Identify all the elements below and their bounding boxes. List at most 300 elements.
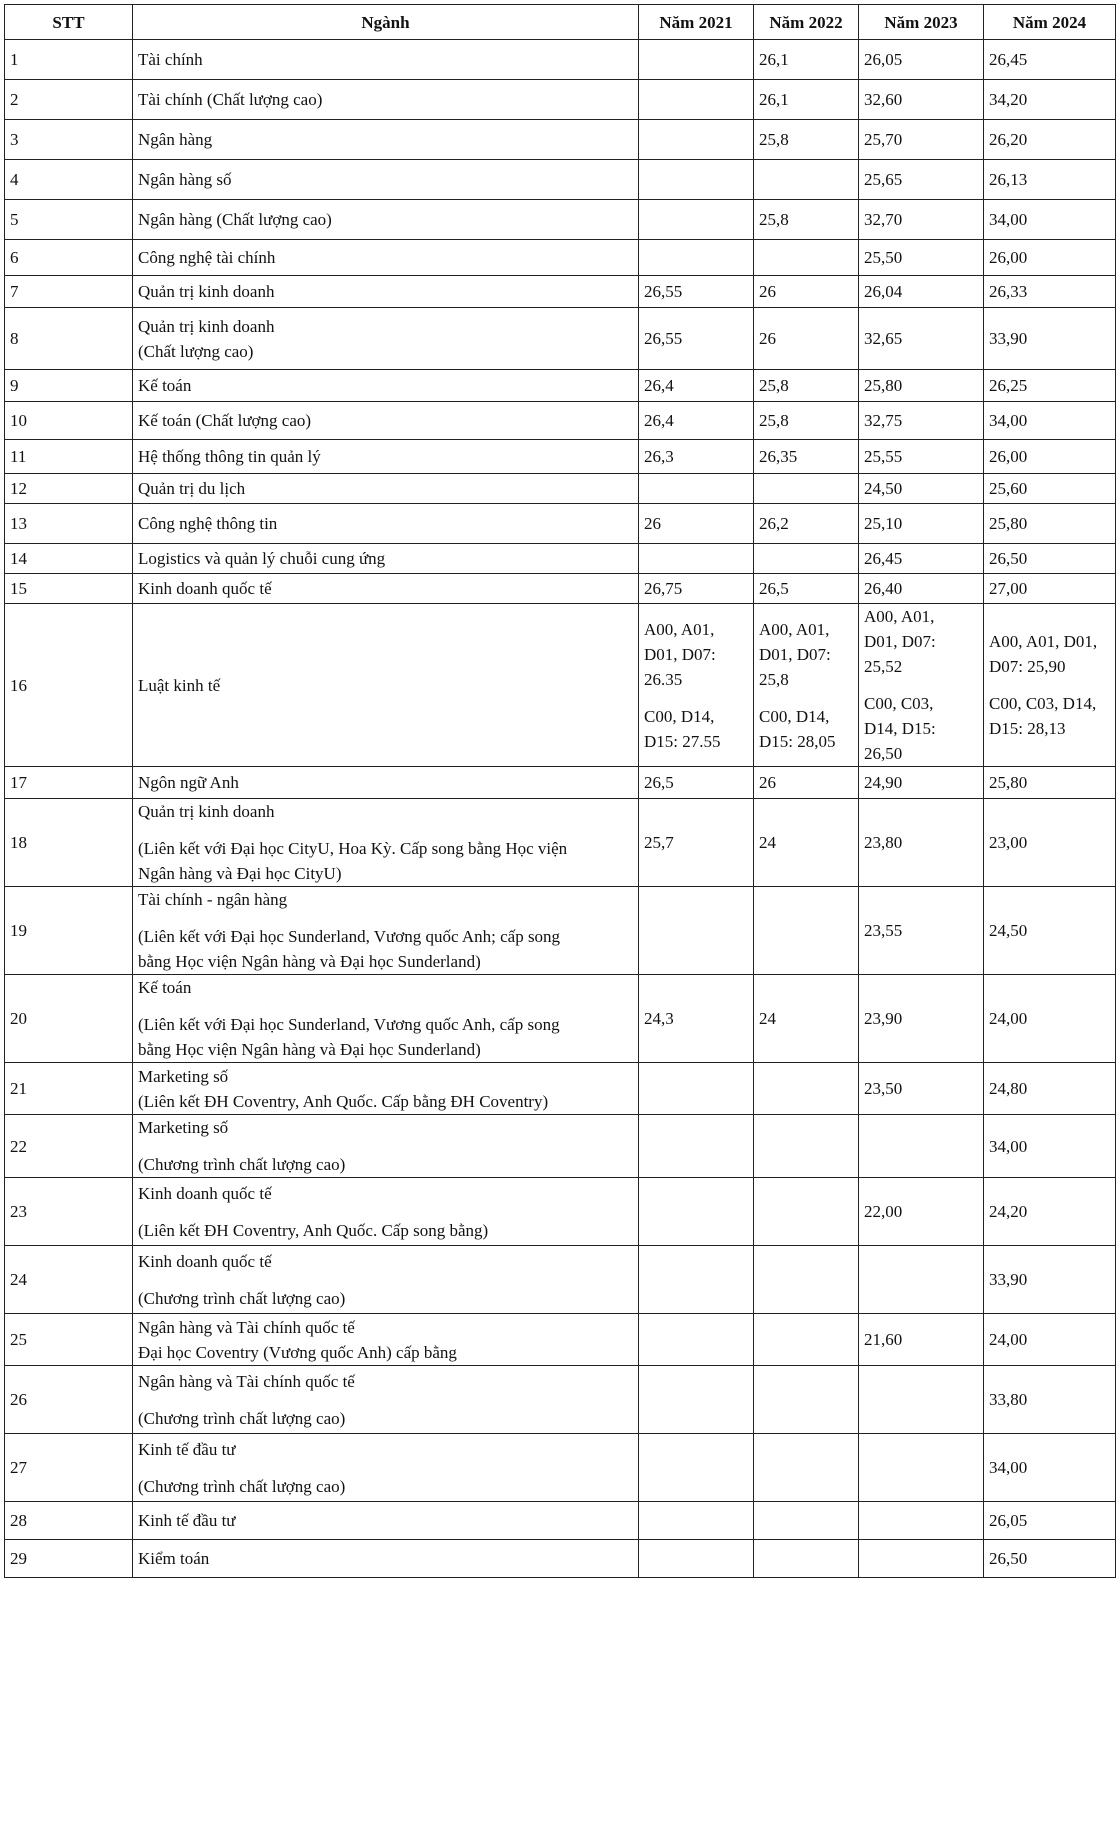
cell-line: 26,4 bbox=[644, 376, 674, 395]
line-gap bbox=[864, 1553, 978, 1565]
cell-line: 34,00 bbox=[989, 1136, 1028, 1156]
cell-line: D15: 28,13 bbox=[989, 719, 1066, 738]
cell-line: C00, D14, bbox=[759, 706, 830, 726]
cell-line: Kinh doanh quốc tế bbox=[138, 1183, 272, 1203]
cell-2024 bbox=[984, 474, 1116, 504]
cell-2024 bbox=[984, 200, 1116, 240]
cell-2024 bbox=[984, 240, 1116, 276]
cell-2024 bbox=[984, 887, 1116, 975]
cell-2023 bbox=[859, 370, 984, 402]
cell-line: 26,35 bbox=[759, 447, 798, 466]
cell-name bbox=[133, 200, 639, 240]
line-gap bbox=[644, 1334, 748, 1346]
table-row bbox=[5, 604, 1116, 767]
cell-2022 bbox=[754, 887, 859, 975]
cell-line: 24,50 bbox=[864, 479, 903, 498]
cell-line: Quản trị du lịch bbox=[138, 479, 246, 498]
cell-2022 bbox=[754, 975, 859, 1063]
cell-2021 bbox=[639, 1063, 754, 1115]
cell-stt: 17 bbox=[5, 767, 133, 799]
cell-2024 bbox=[984, 604, 1116, 767]
line-gap bbox=[644, 54, 748, 66]
cell-line: 23,50 bbox=[864, 1079, 903, 1098]
cell-2023 bbox=[859, 40, 984, 80]
cell-2023 bbox=[859, 604, 984, 767]
cell-line: 25,80 bbox=[989, 514, 1028, 533]
cell-stt: 4 bbox=[5, 160, 133, 200]
cell-line: 25,65 bbox=[864, 170, 903, 189]
line-gap bbox=[864, 1462, 978, 1474]
cell-stt: 13 bbox=[5, 504, 133, 544]
cell-line: Kế toán bbox=[138, 978, 192, 997]
cell-line: C00, D14, bbox=[644, 706, 715, 726]
cell-line: D14, D15: bbox=[864, 719, 936, 738]
cell-name bbox=[133, 574, 639, 604]
line-gap bbox=[644, 174, 748, 186]
line-gap bbox=[759, 1553, 853, 1565]
cell-2024 bbox=[984, 1502, 1116, 1540]
line-gap bbox=[644, 214, 748, 226]
line-gap bbox=[644, 1083, 748, 1095]
cell-2022 bbox=[754, 504, 859, 544]
line-gap bbox=[864, 679, 978, 691]
cell-2021 bbox=[639, 120, 754, 160]
cell-2022 bbox=[754, 474, 859, 504]
cell-line: (Chương trình chất lượng cao) bbox=[138, 1155, 346, 1174]
table-row bbox=[5, 1434, 1116, 1502]
cell-2023 bbox=[859, 276, 984, 308]
cell-name bbox=[133, 474, 639, 504]
cell-name bbox=[133, 1502, 639, 1540]
table-row bbox=[5, 767, 1116, 799]
cell-line: D01, D07: bbox=[864, 632, 936, 651]
line-gap bbox=[644, 483, 748, 495]
header-row bbox=[5, 5, 1116, 40]
cell-2022 bbox=[754, 1115, 859, 1178]
cell-2021 bbox=[639, 1540, 754, 1578]
cell-name bbox=[133, 370, 639, 402]
line-gap bbox=[759, 1140, 853, 1152]
cell-2024 bbox=[984, 40, 1116, 80]
cell-line: Ngân hàng số bbox=[138, 170, 232, 189]
cell-line: Ngân hàng (Chất lượng cao) bbox=[138, 210, 332, 229]
cell-2022 bbox=[754, 604, 859, 767]
cell-line: Kinh tế đầu tư bbox=[138, 1439, 236, 1459]
cell-stt: 23 bbox=[5, 1178, 133, 1246]
cell-2022 bbox=[754, 40, 859, 80]
cell-2024 bbox=[984, 1366, 1116, 1434]
cell-name bbox=[133, 975, 639, 1063]
cell-line: bằng Học viện Ngân hàng và Đại học Sunderland) bbox=[138, 952, 481, 971]
line-gap bbox=[759, 1515, 853, 1527]
cell-2023 bbox=[859, 200, 984, 240]
line-gap bbox=[864, 1394, 978, 1406]
cell-line: D01, D07: bbox=[644, 644, 716, 664]
cell-stt: 5 bbox=[5, 200, 133, 240]
cell-line: 25,70 bbox=[864, 130, 903, 149]
cell-2023 bbox=[859, 120, 984, 160]
cell-line: Công nghệ tài chính bbox=[138, 248, 276, 267]
cell-stt: 15 bbox=[5, 574, 133, 604]
line-gap bbox=[644, 692, 748, 704]
cell-line: 24 bbox=[759, 833, 776, 852]
cell-line: Hệ thống thông tin quản lý bbox=[138, 447, 321, 466]
cell-line: 26,13 bbox=[989, 170, 1028, 189]
cell-line: 33,80 bbox=[989, 1390, 1028, 1409]
cell-stt: 16 bbox=[5, 604, 133, 767]
cell-2021 bbox=[639, 1178, 754, 1246]
cell-line: D15: 27.55 bbox=[644, 731, 721, 751]
header-2022: Năm 2022 bbox=[754, 5, 859, 40]
cell-2024 bbox=[984, 1246, 1116, 1314]
cell-2021 bbox=[639, 544, 754, 574]
cell-line: 26 bbox=[644, 514, 661, 533]
cell-line: 26.35 bbox=[644, 669, 683, 689]
cell-line: 25,8 bbox=[759, 411, 789, 430]
cell-line: 25,8 bbox=[759, 669, 789, 689]
cell-stt: 3 bbox=[5, 120, 133, 160]
cell-stt: 29 bbox=[5, 1540, 133, 1578]
table-row bbox=[5, 402, 1116, 440]
cell-2021 bbox=[639, 887, 754, 975]
cell-2022 bbox=[754, 276, 859, 308]
cell-stt: 9 bbox=[5, 370, 133, 402]
table-row bbox=[5, 1540, 1116, 1578]
cell-line: 26,55 bbox=[644, 282, 683, 301]
cell-2024 bbox=[984, 1115, 1116, 1178]
table-row bbox=[5, 308, 1116, 370]
cell-2023 bbox=[859, 574, 984, 604]
line-gap bbox=[138, 1274, 633, 1286]
line-gap bbox=[644, 1274, 748, 1286]
cell-2022 bbox=[754, 1178, 859, 1246]
cell-line: Kinh doanh quốc tế bbox=[138, 1251, 272, 1271]
cell-2023 bbox=[859, 767, 984, 799]
cell-stt: 1 bbox=[5, 40, 133, 80]
cell-2022 bbox=[754, 1314, 859, 1366]
cell-line: 25,55 bbox=[864, 447, 903, 466]
line-gap bbox=[864, 1274, 978, 1286]
cell-line: 25,80 bbox=[989, 773, 1028, 792]
line-gap bbox=[138, 1206, 633, 1218]
cell-2022 bbox=[754, 1540, 859, 1578]
cell-line: 24,00 bbox=[989, 1009, 1028, 1028]
cell-2022 bbox=[754, 160, 859, 200]
cell-line: Quản trị kinh doanh bbox=[138, 316, 275, 336]
cell-2022 bbox=[754, 574, 859, 604]
line-gap bbox=[759, 174, 853, 186]
cell-line: bằng Học viện Ngân hàng và Đại học Sunderland) bbox=[138, 1040, 481, 1059]
cell-2021 bbox=[639, 474, 754, 504]
cell-line: 23,90 bbox=[864, 1009, 903, 1028]
cell-line: 26,05 bbox=[989, 1511, 1028, 1530]
table-row bbox=[5, 40, 1116, 80]
cell-stt: 6 bbox=[5, 240, 133, 276]
cell-2023 bbox=[859, 1434, 984, 1502]
line-gap bbox=[759, 925, 853, 937]
cell-line: Ngôn ngữ Anh bbox=[138, 773, 239, 792]
cell-line: A00, A01, bbox=[644, 619, 715, 639]
line-gap bbox=[759, 1274, 853, 1286]
cell-line: 24,20 bbox=[989, 1202, 1028, 1221]
cell-line: Công nghệ thông tin bbox=[138, 514, 278, 533]
cell-2022 bbox=[754, 120, 859, 160]
cell-line: Quản trị kinh doanh bbox=[138, 282, 275, 301]
cell-2021 bbox=[639, 440, 754, 474]
cell-2021 bbox=[639, 1115, 754, 1178]
cell-2024 bbox=[984, 1314, 1116, 1366]
cell-line: 26,2 bbox=[759, 514, 789, 533]
cell-line: 34,00 bbox=[989, 210, 1028, 229]
cell-2024 bbox=[984, 1434, 1116, 1502]
line-gap bbox=[989, 679, 1110, 691]
cell-line: 23,00 bbox=[989, 833, 1028, 852]
line-gap bbox=[138, 1140, 633, 1152]
cell-2024 bbox=[984, 504, 1116, 544]
cell-2021 bbox=[639, 370, 754, 402]
cell-name bbox=[133, 544, 639, 574]
cell-2022 bbox=[754, 799, 859, 887]
cell-2023 bbox=[859, 1502, 984, 1540]
cell-line: (Liên kết với Đại học Sunderland, Vương quốc Anh; cấp song bbox=[138, 927, 561, 946]
table-row bbox=[5, 120, 1116, 160]
cell-2024 bbox=[984, 1540, 1116, 1578]
cell-2023 bbox=[859, 544, 984, 574]
cell-line: 26,05 bbox=[864, 50, 903, 69]
line-gap bbox=[644, 1140, 748, 1152]
cell-line: C00, C03, D14, bbox=[989, 694, 1097, 713]
cell-line: (Chất lượng cao) bbox=[138, 341, 254, 361]
cell-line: 26,5 bbox=[759, 579, 789, 598]
cell-line: 26,1 bbox=[759, 50, 789, 69]
cell-line: 26,4 bbox=[644, 411, 674, 430]
cell-2021 bbox=[639, 574, 754, 604]
header-2024: Năm 2024 bbox=[984, 5, 1116, 40]
table-row bbox=[5, 200, 1116, 240]
cell-line: A00, A01, bbox=[759, 619, 830, 639]
cell-line: Kiểm toán bbox=[138, 1549, 210, 1568]
cell-line: 26,50 bbox=[989, 1549, 1028, 1568]
cell-2023 bbox=[859, 1314, 984, 1366]
cell-2021 bbox=[639, 767, 754, 799]
line-gap bbox=[644, 1515, 748, 1527]
cell-stt: 28 bbox=[5, 1502, 133, 1540]
cell-2023 bbox=[859, 887, 984, 975]
cell-line: 24,00 bbox=[989, 1330, 1028, 1349]
cell-stt: 26 bbox=[5, 1366, 133, 1434]
cell-2024 bbox=[984, 799, 1116, 887]
cell-2023 bbox=[859, 1178, 984, 1246]
cell-line: 26,45 bbox=[989, 50, 1028, 69]
cell-line: 33,90 bbox=[989, 329, 1028, 348]
cell-2021 bbox=[639, 402, 754, 440]
line-gap bbox=[644, 925, 748, 937]
cell-line: Logistics và quản lý chuỗi cung ứng bbox=[138, 549, 386, 568]
cell-2022 bbox=[754, 402, 859, 440]
cell-2023 bbox=[859, 402, 984, 440]
cell-2023 bbox=[859, 440, 984, 474]
cell-2024 bbox=[984, 767, 1116, 799]
cell-line: 25,60 bbox=[989, 479, 1028, 498]
cell-name bbox=[133, 276, 639, 308]
cell-2021 bbox=[639, 40, 754, 80]
cell-line: 26,50 bbox=[864, 744, 903, 763]
cell-line: 26,45 bbox=[864, 549, 903, 568]
cell-2023 bbox=[859, 504, 984, 544]
cell-name bbox=[133, 402, 639, 440]
table-body bbox=[5, 40, 1116, 1578]
cell-2024 bbox=[984, 160, 1116, 200]
cell-stt: 11 bbox=[5, 440, 133, 474]
line-gap bbox=[759, 1394, 853, 1406]
line-gap bbox=[759, 692, 853, 704]
cell-name bbox=[133, 40, 639, 80]
cell-2023 bbox=[859, 1246, 984, 1314]
cell-line: 26,1 bbox=[759, 90, 789, 109]
cell-2022 bbox=[754, 1063, 859, 1115]
line-gap bbox=[644, 94, 748, 106]
header-2023: Năm 2023 bbox=[859, 5, 984, 40]
cell-line: 24,80 bbox=[989, 1079, 1028, 1098]
cell-line: 25,7 bbox=[644, 833, 674, 852]
cell-stt: 22 bbox=[5, 1115, 133, 1178]
line-gap bbox=[759, 483, 853, 495]
line-gap bbox=[759, 553, 853, 565]
cell-2021 bbox=[639, 80, 754, 120]
cell-line: 34,20 bbox=[989, 90, 1028, 109]
cell-2023 bbox=[859, 1115, 984, 1178]
cell-stt: 21 bbox=[5, 1063, 133, 1115]
table-row bbox=[5, 1178, 1116, 1246]
cell-2024 bbox=[984, 308, 1116, 370]
cell-name bbox=[133, 1115, 639, 1178]
cell-name bbox=[133, 1434, 639, 1502]
cell-line: 23,80 bbox=[864, 833, 903, 852]
cell-line: Kinh tế đầu tư bbox=[138, 1511, 236, 1530]
cell-2023 bbox=[859, 80, 984, 120]
line-gap bbox=[644, 134, 748, 146]
cell-2021 bbox=[639, 604, 754, 767]
cell-line: 25,8 bbox=[759, 130, 789, 149]
cell-2023 bbox=[859, 975, 984, 1063]
cell-line: 21,60 bbox=[864, 1330, 903, 1349]
cell-line: Marketing số bbox=[138, 1066, 229, 1086]
cell-2022 bbox=[754, 1366, 859, 1434]
table-row bbox=[5, 1063, 1116, 1115]
cell-line: 24,3 bbox=[644, 1009, 674, 1028]
cell-line: Kinh doanh quốc tế bbox=[138, 579, 272, 598]
cell-stt: 2 bbox=[5, 80, 133, 120]
cell-line: 22,00 bbox=[864, 1202, 903, 1221]
cell-line: 34,00 bbox=[989, 1458, 1028, 1477]
header-name: Ngành bbox=[133, 5, 639, 40]
table-row bbox=[5, 370, 1116, 402]
cell-stt: 19 bbox=[5, 887, 133, 975]
cell-line: (Chương trình chất lượng cao) bbox=[138, 1476, 346, 1496]
line-gap bbox=[644, 1462, 748, 1474]
cell-line: D01, D07: bbox=[759, 644, 831, 664]
cell-line: Tài chính (Chất lượng cao) bbox=[138, 90, 323, 109]
cell-2022 bbox=[754, 80, 859, 120]
cell-line: 25,8 bbox=[759, 376, 789, 395]
cell-2021 bbox=[639, 276, 754, 308]
table-row bbox=[5, 887, 1116, 975]
cell-name bbox=[133, 80, 639, 120]
cell-2023 bbox=[859, 474, 984, 504]
cell-line: 26,75 bbox=[644, 579, 683, 598]
cell-line: 33,90 bbox=[989, 1270, 1028, 1289]
table-row bbox=[5, 80, 1116, 120]
table-row bbox=[5, 240, 1116, 276]
table-row bbox=[5, 1366, 1116, 1434]
cell-line: (Liên kết với Đại học CityU, Hoa Kỳ. Cấp song bằng Học viện bbox=[138, 839, 568, 858]
cell-2022 bbox=[754, 200, 859, 240]
cell-2021 bbox=[639, 504, 754, 544]
cell-line: 26 bbox=[759, 282, 776, 301]
cell-line: 34,00 bbox=[989, 411, 1028, 430]
cell-stt: 20 bbox=[5, 975, 133, 1063]
cell-name bbox=[133, 1246, 639, 1314]
table-row bbox=[5, 799, 1116, 887]
cell-2024 bbox=[984, 975, 1116, 1063]
cell-line: A00, A01, D01, bbox=[989, 632, 1098, 651]
cell-2024 bbox=[984, 276, 1116, 308]
line-gap bbox=[138, 824, 633, 836]
cell-stt: 27 bbox=[5, 1434, 133, 1502]
cell-2024 bbox=[984, 402, 1116, 440]
cell-2022 bbox=[754, 1502, 859, 1540]
line-gap bbox=[138, 912, 633, 924]
cell-stt: 8 bbox=[5, 308, 133, 370]
cell-2023 bbox=[859, 1540, 984, 1578]
cell-name bbox=[133, 799, 639, 887]
cell-2024 bbox=[984, 370, 1116, 402]
cell-2021 bbox=[639, 1434, 754, 1502]
cell-2023 bbox=[859, 308, 984, 370]
cell-line: 26 bbox=[759, 329, 776, 348]
cell-line: 23,55 bbox=[864, 921, 903, 940]
line-gap bbox=[644, 1206, 748, 1218]
cell-2022 bbox=[754, 308, 859, 370]
cell-line: 26,3 bbox=[644, 447, 674, 466]
cell-2024 bbox=[984, 1063, 1116, 1115]
cell-2024 bbox=[984, 1178, 1116, 1246]
cell-2022 bbox=[754, 544, 859, 574]
cell-line: C00, C03, bbox=[864, 694, 934, 713]
header-stt: STT bbox=[5, 5, 133, 40]
cell-2024 bbox=[984, 544, 1116, 574]
line-gap bbox=[644, 553, 748, 565]
cell-name bbox=[133, 308, 639, 370]
table-row bbox=[5, 276, 1116, 308]
cell-2022 bbox=[754, 767, 859, 799]
table-row bbox=[5, 975, 1116, 1063]
cell-name bbox=[133, 887, 639, 975]
cell-line: Marketing số bbox=[138, 1118, 229, 1137]
cell-line: Luật kinh tế bbox=[138, 675, 221, 695]
cell-line: 32,70 bbox=[864, 210, 903, 229]
cell-2022 bbox=[754, 440, 859, 474]
cell-2023 bbox=[859, 240, 984, 276]
cell-2024 bbox=[984, 80, 1116, 120]
cell-name bbox=[133, 240, 639, 276]
cell-line: (Liên kết ĐH Coventry, Anh Quốc. Cấp song bằng) bbox=[138, 1220, 489, 1240]
cell-2022 bbox=[754, 370, 859, 402]
cell-line: 26,55 bbox=[644, 329, 683, 348]
cell-name bbox=[133, 1178, 639, 1246]
cell-2021 bbox=[639, 1502, 754, 1540]
cell-line: 25,10 bbox=[864, 514, 903, 533]
